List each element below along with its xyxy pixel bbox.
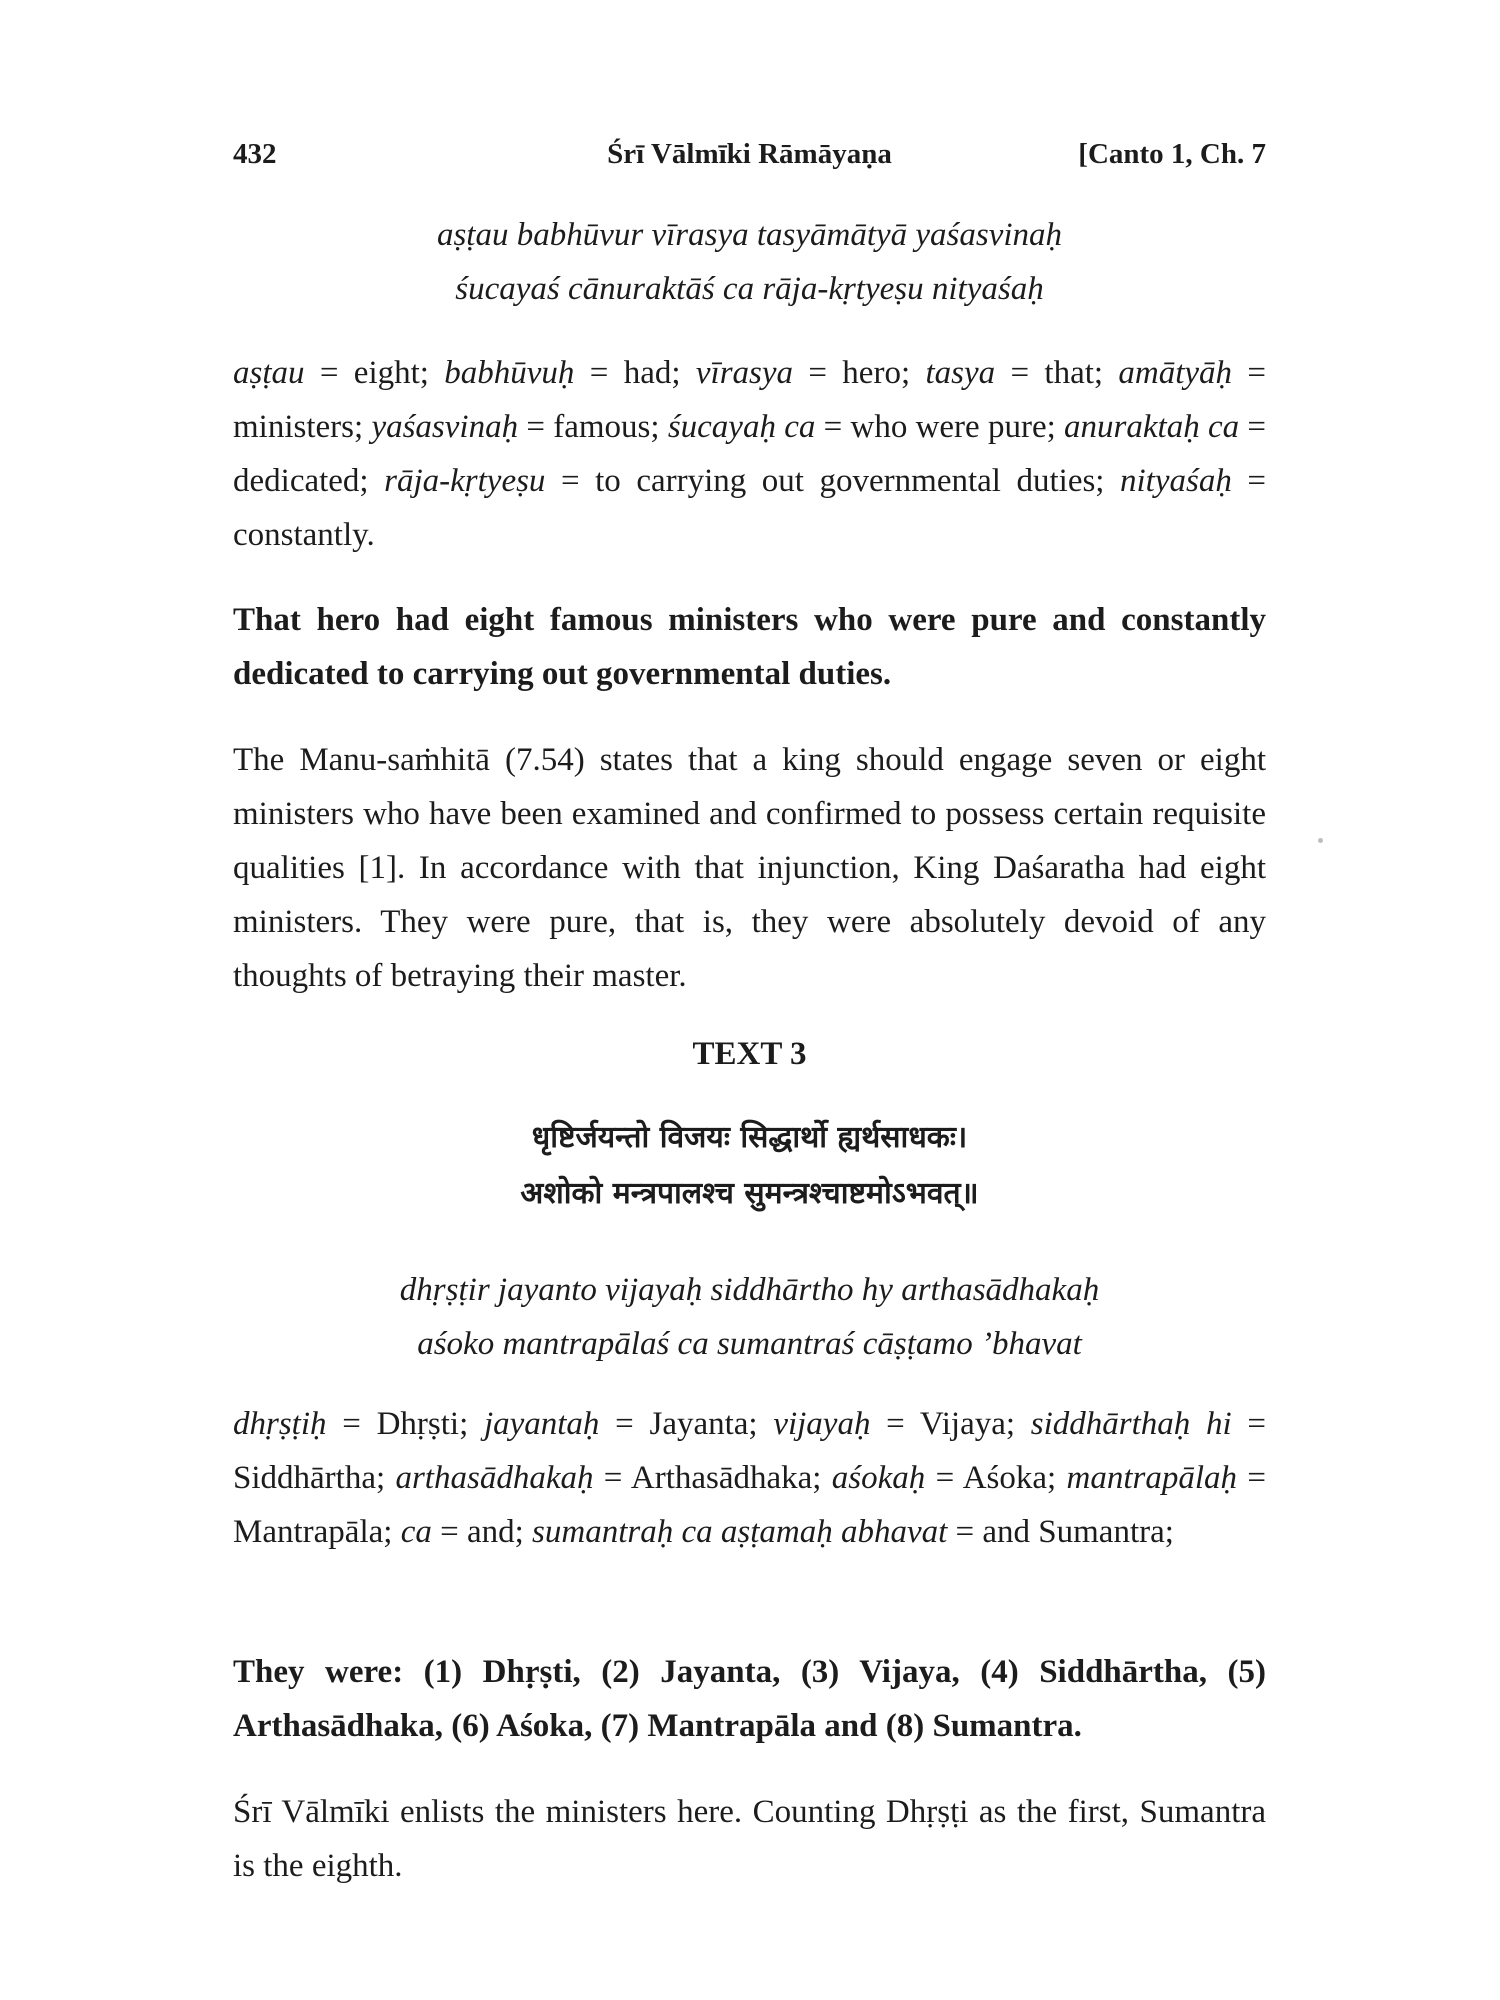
synonym-meaning: = famous; (518, 409, 668, 445)
synonym-word: jayantaḥ (483, 1406, 600, 1442)
synonym-meaning: = had; (574, 355, 696, 391)
book-page (233, 0, 1266, 2000)
synonym-word: dhṛṣṭiḥ (233, 1406, 327, 1442)
scan-speck (1318, 838, 1323, 843)
synonym-word: siddhārthaḥ hi (1030, 1406, 1232, 1442)
synonym-word: amātyāḥ (1118, 355, 1233, 391)
page-number: 432 (233, 138, 277, 170)
synonym-meaning: = constantly. (233, 463, 1266, 553)
synonym-word: aṣṭau (233, 355, 305, 391)
synonym-word: babhūvuḥ (444, 355, 575, 391)
verse-line: śucayaś cānuraktāś ca rāja-kṛtyeṣu nityaśaḥ (455, 271, 1044, 307)
devanagari-line: अशोको मन्त्रपालश्च सुमन्त्रश्चाष्टमोऽभवत्॥ (520, 1176, 979, 1211)
synonym-word: nityaśaḥ (1120, 463, 1232, 499)
synonym-word: anuraktaḥ ca (1064, 409, 1240, 445)
synonym-meaning: = Mantrapāla; (233, 1460, 1266, 1550)
synonym-meaning: = to carrying out governmental duties; (545, 463, 1121, 499)
synonym-meaning: = who were pure; (815, 409, 1065, 445)
purport-2: The Manu-saṁhitā (7.54) states that a king should engage seven or eight ministers who have been examined and confirmed to possess certain requisite qualities [1]. In accordance with that injunction, King Daśaratha had eight ministers. They were pure, that is, they were absolutely devoid of any thoughts of betraying their master. (233, 742, 1266, 994)
synonym-meaning: = Dhṛṣti; (326, 1406, 484, 1442)
synonym-word: śucayaḥ ca (667, 409, 816, 445)
synonym-meaning: = and; (431, 1514, 533, 1550)
synonym-meaning: = hero; (793, 355, 926, 391)
verse-3-transliteration (233, 1263, 1266, 1371)
synonym-word: sumantraḥ ca aṣṭamaḥ abhavat (532, 1514, 948, 1550)
translation-3: They were: (1) Dhṛṣti, (2) Jayanta, (3) Vijaya, (4) Siddhārtha, (5) Arthasādhaka, (6) Aśoka, (7) Mantrapāla and (8) Sumantra. (233, 1654, 1266, 1744)
synonym-meaning: = and Sumantra; (947, 1514, 1174, 1550)
synonym-word: tasya (925, 355, 996, 391)
synonym-meaning: = dedicated; (233, 409, 1266, 499)
verse-line: aṣṭau babhūvur vīrasya tasyāmātyā yaśasvinaḥ (436, 217, 1063, 253)
synonym-meaning: = eight; (304, 355, 445, 391)
book-title: Śrī Vālmīki Rāmāyaṇa (607, 138, 892, 170)
synonyms-2 (233, 346, 1266, 562)
synonym-word: mantrapālaḥ (1066, 1460, 1238, 1496)
purport-3: Śrī Vālmīki enlists the ministers here. Counting Dhṛṣṭi as the first, Sumantra is the eighth. (233, 1794, 1266, 1884)
synonym-word: vīrasya (695, 355, 794, 391)
synonym-word: vijayaḥ (773, 1406, 871, 1442)
canto-chapter: [Canto 1, Ch. 7 (1078, 138, 1266, 170)
translation-2: That hero had eight famous ministers who were pure and constantly dedicated to carrying out governmental duties. (233, 602, 1266, 692)
synonym-meaning: = Aśoka; (925, 1460, 1067, 1496)
synonym-word: aśokaḥ (831, 1460, 926, 1496)
synonym-word: yaśasvinaḥ (371, 409, 519, 445)
synonym-meaning: = that; (995, 355, 1119, 391)
verse-line: aśoko mantrapālaś ca sumantraś cāṣṭamo ’bhavat (417, 1326, 1082, 1362)
synonyms-3 (233, 1397, 1266, 1559)
text-3-heading: TEXT 3 (692, 1036, 807, 1072)
synonym-word: rāja-kṛtyeṣu (384, 463, 546, 499)
synonym-meaning: = Vijaya; (870, 1406, 1031, 1442)
synonym-meaning: = ministers; (233, 355, 1266, 445)
verse-line: dhṛṣṭir jayanto vijayaḥ siddhārtho hy arthasādhakaḥ (399, 1272, 1100, 1308)
synonym-meaning: = Arthasādhaka; (593, 1460, 832, 1496)
synonym-word: arthasādhakaḥ (395, 1460, 594, 1496)
text-3-devanagari (233, 1110, 1266, 1222)
running-header (233, 138, 1266, 178)
synonym-meaning: = Siddhārtha; (233, 1406, 1266, 1496)
synonym-word: ca (400, 1514, 432, 1550)
synonym-meaning: = Jayanta; (599, 1406, 774, 1442)
devanagari-line: धृष्टिर्जयन्तो विजयः सिद्धार्थो ह्यर्थसाधकः। (531, 1120, 968, 1155)
verse-2-transliteration (233, 208, 1266, 316)
